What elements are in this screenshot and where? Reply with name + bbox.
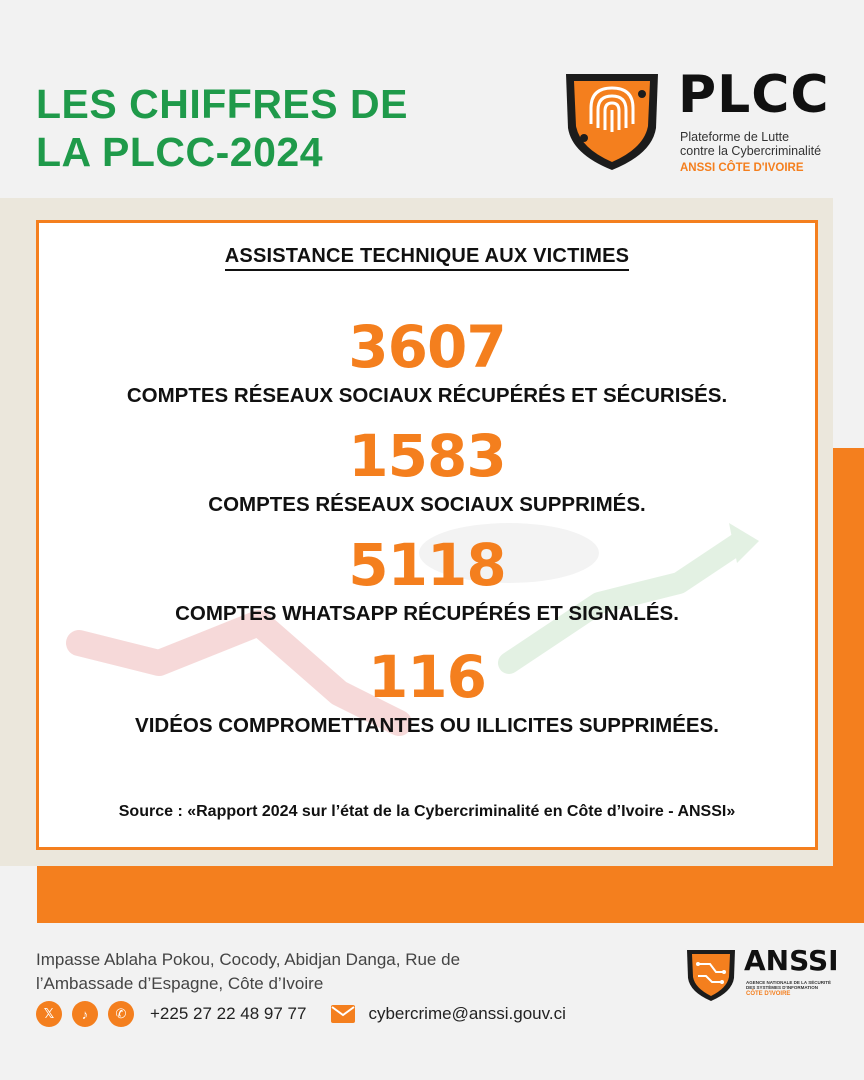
title-line-1: LES CHIFFRES DE: [36, 81, 408, 127]
x-icon[interactable]: 𝕏: [36, 1001, 62, 1027]
background-orange-bar-bottom: [37, 866, 864, 923]
address-line-2: l’Ambassade d’Espagne, Côte d’Ivoire: [36, 974, 324, 993]
stat-value: 1583: [348, 422, 506, 490]
phone-icon[interactable]: ✆: [108, 1001, 134, 1027]
plcc-logo: [560, 66, 850, 186]
anssi-shield-icon: [684, 946, 738, 1002]
stat-item: [39, 313, 815, 409]
address: [36, 948, 460, 996]
mail-icon: [330, 1004, 356, 1024]
stat-value: 3607: [348, 313, 506, 381]
stat-label: COMPTES RÉSEAUX SOCIAUX RÉCUPÉRÉS ET SÉCURISÉS.: [126, 384, 728, 407]
phone-number[interactable]: +225 27 22 48 97 77: [150, 1004, 307, 1023]
stat-label: VIDÉOS COMPROMETTANTES OU ILLICITES SUPPRIMÉES.: [135, 714, 719, 737]
stats-card: [36, 220, 818, 850]
contact-row: [36, 1000, 566, 1028]
anssi-logo: [684, 944, 844, 1014]
anssi-tagline-2: DES SYSTÈMES D'INFORMATION: [746, 985, 818, 990]
background-orange-bar-right: [833, 448, 864, 923]
source-note: Source : «Rapport 2024 sur l’état de la Cybercriminalité en Côte d’Ivoire - ANSSI»: [118, 803, 736, 820]
section-title-text: ASSISTANCE TECHNIQUE AUX VICTIMES: [225, 245, 629, 271]
stat-item: [39, 643, 815, 739]
section-title: [39, 245, 815, 268]
address-line-1: Impasse Ablaha Pokou, Cocody, Abidjan Danga, Rue de: [36, 950, 461, 969]
anssi-name: ANSSI: [744, 944, 839, 977]
tiktok-icon[interactable]: ♪: [72, 1001, 98, 1027]
brand-subtitle-1: Plateforme de Lutte: [680, 130, 790, 144]
stat-label: COMPTES WHATSAPP RÉCUPÉRÉS ET SIGNALÉS.: [175, 602, 679, 625]
page-title: [36, 80, 408, 176]
stat-item: [39, 422, 815, 518]
brand-org: ANSSI CÔTE D'IVOIRE: [680, 162, 804, 174]
stat-value: 5118: [348, 531, 506, 599]
fingerprint-shield-icon: [560, 66, 664, 172]
stat-label: COMPTES RÉSEAUX SOCIAUX SUPPRIMÉS.: [208, 493, 646, 516]
stat-value: 116: [367, 643, 487, 711]
title-line-2: LA PLCC-2024: [36, 129, 323, 175]
brand-name: PLCC: [678, 65, 830, 125]
anssi-tagline-1: AGENCE NATIONALE DE LA SÉCURITÉ: [746, 980, 832, 985]
anssi-country: CÔTE D'IVOIRE: [746, 991, 791, 997]
stat-item: [39, 531, 815, 627]
brand-subtitle-2: contre la Cybercriminalité: [680, 144, 822, 158]
email-link[interactable]: cybercrime@anssi.gouv.ci: [368, 1004, 566, 1023]
